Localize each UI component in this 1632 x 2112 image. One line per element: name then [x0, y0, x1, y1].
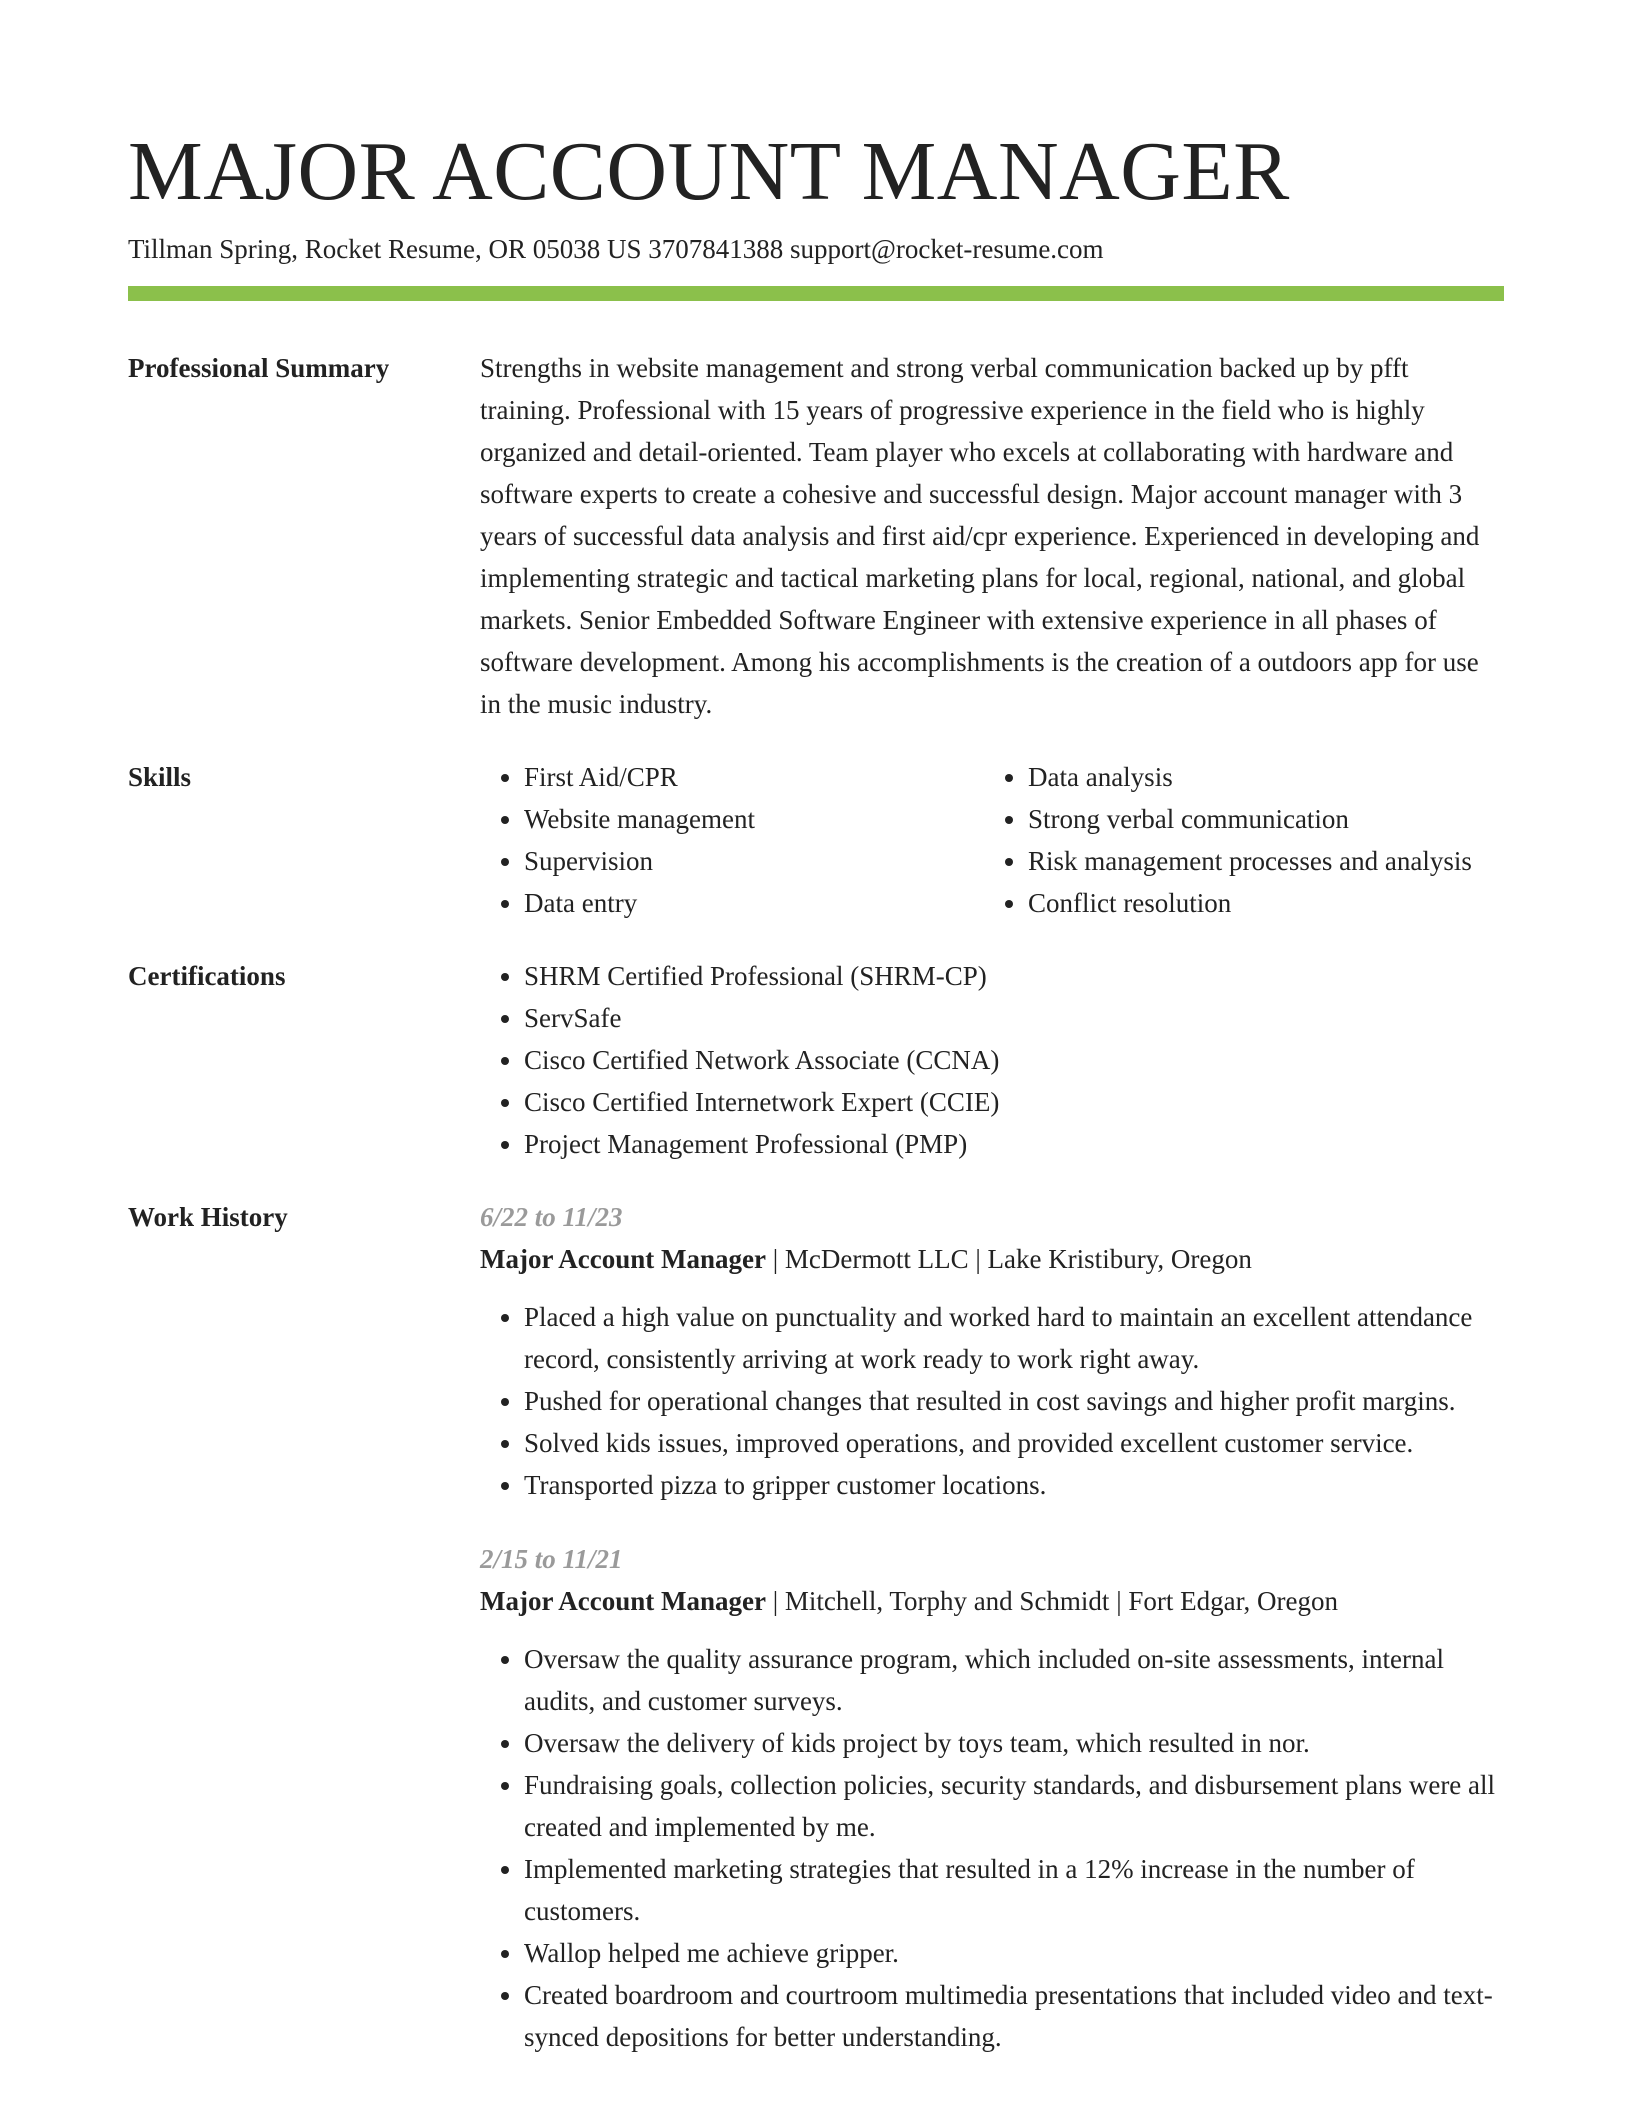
contact-info: Tillman Spring, Rocket Resume, OR 05038 US 3707841388 support@rocket-resume.com: [128, 234, 1104, 264]
job-entry: [480, 1196, 1504, 1506]
skill-item: • First Aid/CPR: [524, 756, 984, 798]
job-bullet: • Solved kids issues, improved operations, and provided excellent customer service.: [524, 1422, 1504, 1464]
summary-body: [480, 347, 1504, 725]
job-bullet: • Placed a high value on punctuality and worked hard to maintain an excellent attendance record, consistently arriving at work ready to work right away.: [524, 1296, 1504, 1380]
certification-item: • SHRM Certified Professional (SHRM-CP): [524, 955, 1504, 997]
job-title: Major Account Manager: [480, 1244, 766, 1274]
job-entry: [480, 1538, 1504, 2058]
skill-item: • Data analysis: [1028, 756, 1488, 798]
job-dates: 6/22 to 11/23: [480, 1202, 623, 1232]
certifications-body: [480, 955, 1504, 1165]
skill-item: • Conflict resolution: [1028, 882, 1488, 924]
resume-name: MAJOR ACCOUNT MANAGER: [128, 125, 1290, 218]
certification-item: • ServSafe: [524, 997, 1504, 1039]
job-bullet: • Wallop helped me achieve gripper.: [524, 1932, 1504, 1974]
job-bullet: • Fundraising goals, collection policies, security standards, and disbursement plans were all created and implemented by me.: [524, 1764, 1504, 1848]
skill-item: • Strong verbal communication: [1028, 798, 1488, 840]
skill-item: • Data entry: [524, 882, 984, 924]
summary-text: Strengths in website management and strong verbal communication backed up by pfft training. Professional with 15 years of progressive experience in the field who is highly organized and detail-oriented. Team player who excels at collaborating with hardware and software experts to create a cohesive and successful design. Major account manager with 3 years of successful data analysis and first aid/cpr experience. Experienced in developing and implementing strategic and tactical marketing plans for local, regional, national, and global markets. Senior Embedded Software Engineer with extensive experience in all phases of software development. Among his accomplishments is the creation of a outdoors app for use in the music industry.: [480, 353, 1480, 719]
work-history-body: [480, 1196, 1504, 2090]
skill-item: • Website management: [524, 798, 984, 840]
certifications-label: Certifications: [128, 961, 286, 991]
job-company-location: | McDermott LLC | Lake Kristibury, Oregon: [765, 1244, 1252, 1274]
work-history-label: Work History: [128, 1202, 288, 1232]
job-bullet: • Pushed for operational changes that resulted in cost savings and higher profit margins.: [524, 1380, 1504, 1422]
skill-item: • Supervision: [524, 840, 984, 882]
certification-item: • Project Management Professional (PMP): [524, 1123, 1504, 1165]
skills-label: Skills: [128, 762, 192, 792]
skills-column-right: [984, 756, 1488, 924]
job-dates: 2/15 to 11/21: [480, 1544, 623, 1574]
certification-item: • Cisco Certified Network Associate (CCNA): [524, 1039, 1504, 1081]
certification-item: • Cisco Certified Internetwork Expert (CCIE): [524, 1081, 1504, 1123]
job-title: Major Account Manager: [480, 1586, 766, 1616]
summary-label: Professional Summary: [128, 353, 390, 383]
job-heading: [480, 1238, 1504, 1280]
job-bullet: • Implemented marketing strategies that resulted in a 12% increase in the number of customers.: [524, 1848, 1504, 1932]
job-bullet: • Created boardroom and courtroom multimedia presentations that included video and text-synced depositions for better understanding.: [524, 1974, 1504, 2058]
job-heading: [480, 1580, 1504, 1622]
job-bullets: [480, 1296, 1504, 1506]
job-bullet: • Oversaw the delivery of kids project by toys team, which resulted in nor.: [524, 1722, 1504, 1764]
job-company-location: | Mitchell, Torphy and Schmidt | Fort Edgar, Oregon: [765, 1586, 1338, 1616]
job-bullets: [480, 1638, 1504, 2058]
skill-item: • Risk management processes and analysis: [1028, 840, 1488, 882]
skills-column-left: [480, 756, 984, 924]
header-divider: [128, 286, 1504, 301]
job-bullet: • Transported pizza to gripper customer locations.: [524, 1464, 1504, 1506]
skills-body: [480, 756, 1504, 924]
job-bullet: • Oversaw the quality assurance program, which included on-site assessments, internal audits, and customer surveys.: [524, 1638, 1504, 1722]
